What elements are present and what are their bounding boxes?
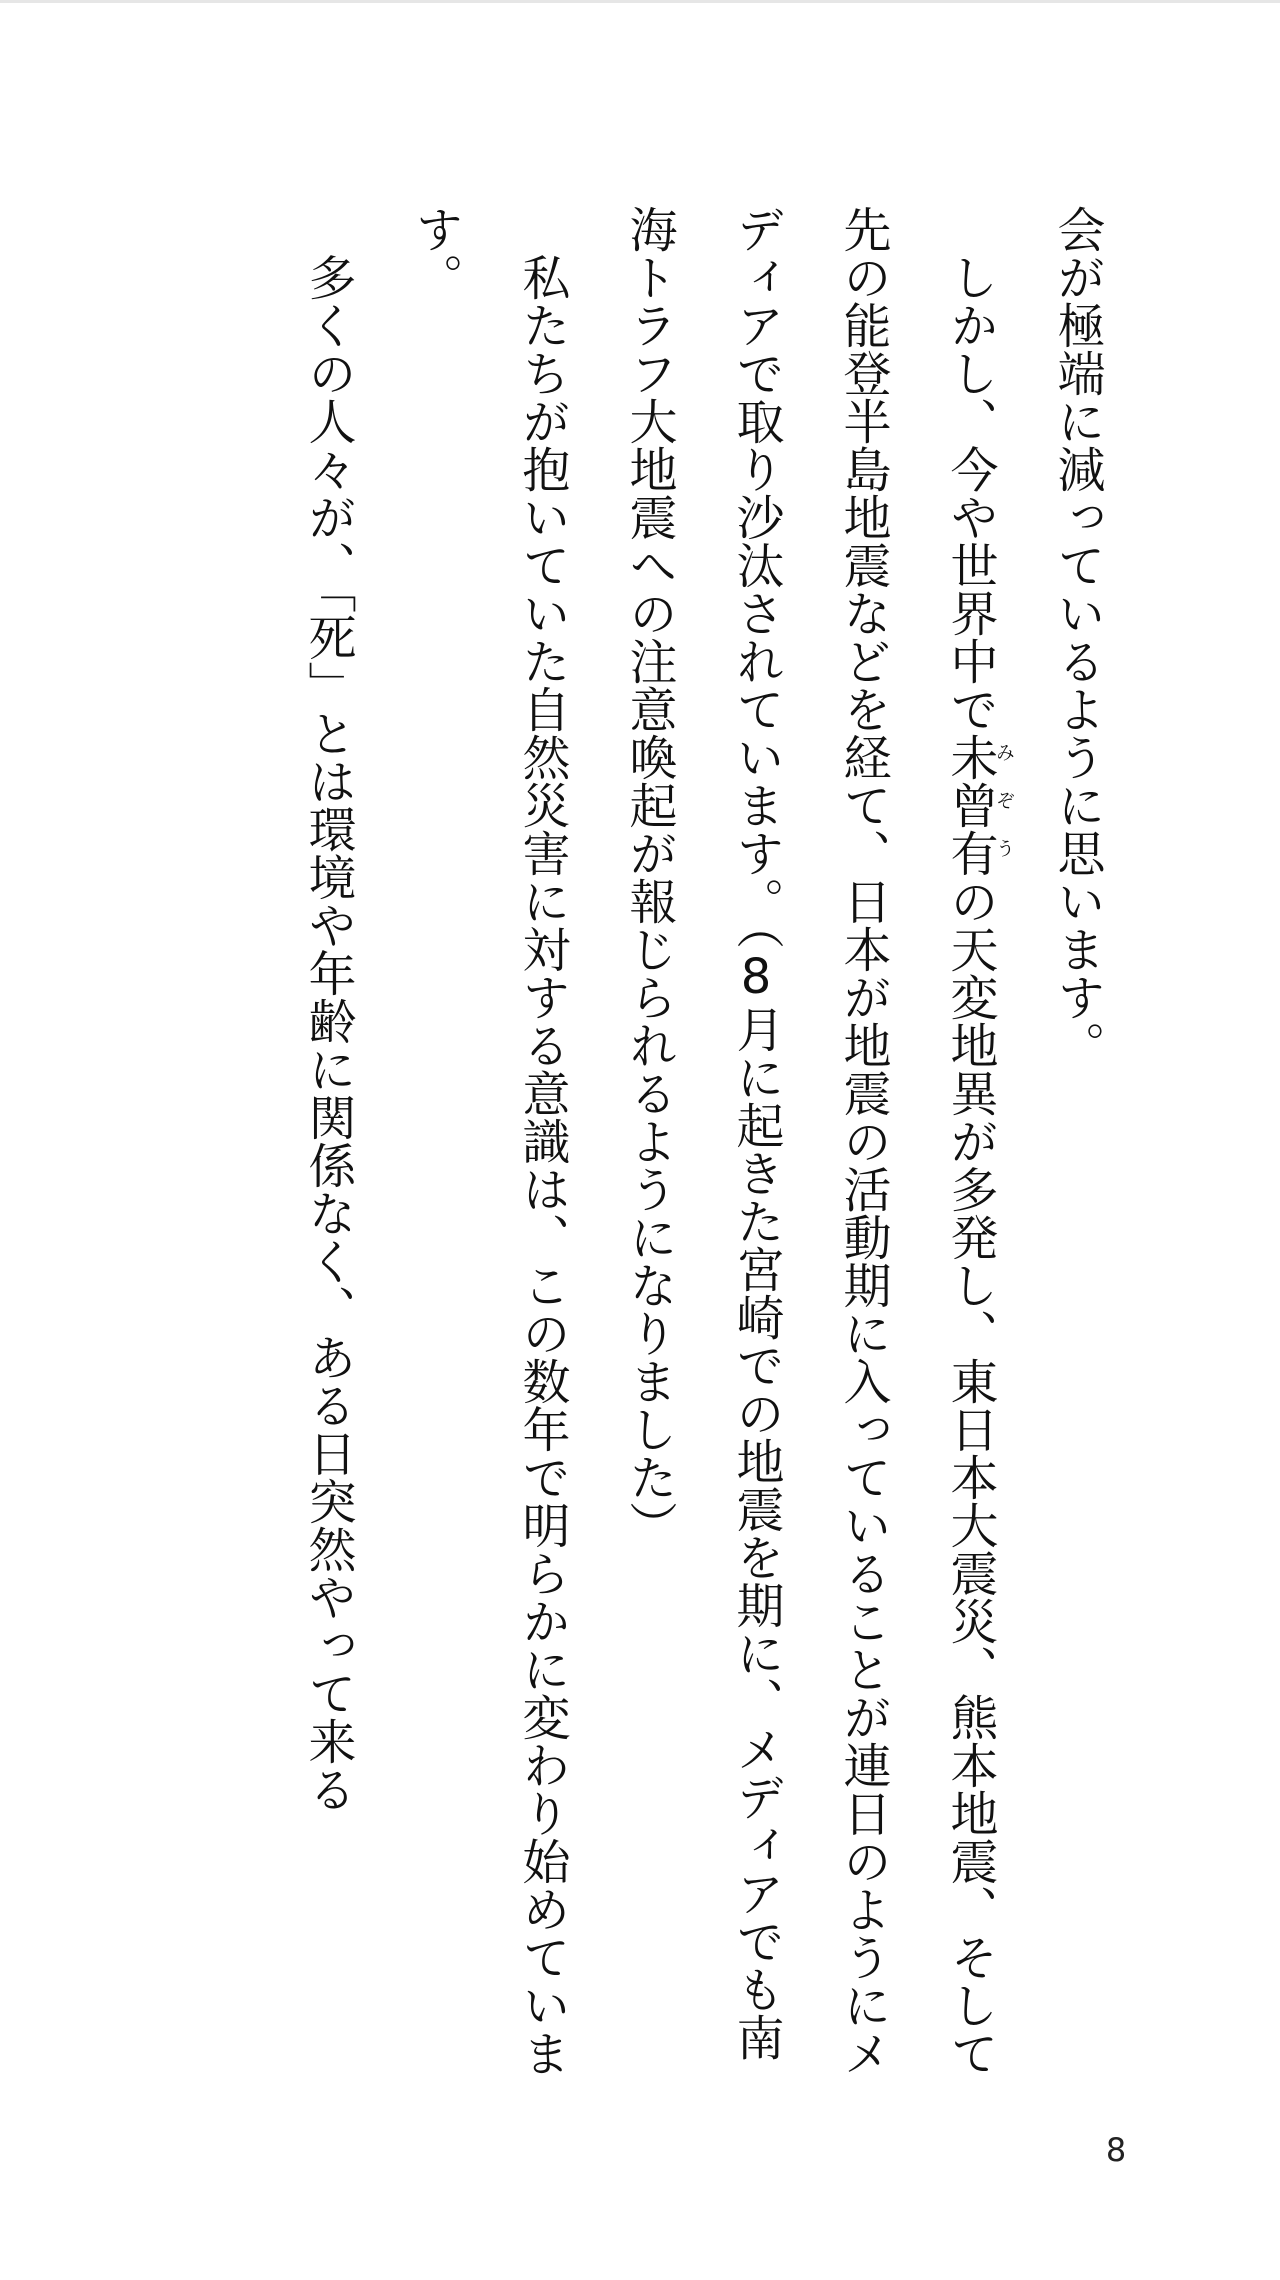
paragraph-continued: 会が極端に減っているように思います。: [1049, 205, 1105, 1069]
paragraph-earthquakes: [595, 205, 1023, 2095]
vertical-text-body: [175, 205, 1130, 2095]
paragraph-awareness: 私たちが抱いていた自然災害に対する意識は、この数年で明らかに変わり始めています。: [407, 205, 570, 2077]
paragraph-death: 多くの人々が、「死」とは環境や年齢に関係なく、ある日突然やって来る: [300, 253, 356, 1813]
page-number: 8: [1105, 2131, 1127, 2169]
ruby-annotation: [942, 733, 1015, 877]
paragraph-text-before-ruby: しかし、今や世界中で: [942, 253, 998, 733]
ruby-base: 未曾有: [942, 733, 998, 877]
paragraph-text-after-ruby: の天変地異が多発し、東日本大震災、熊本地震、そして先の能登半島地震などを経て、日本が地震の活動期に入っていることが連日のようにメディアで取り沙汰されています。（8月に起きた宮崎での地震を期に、メディアでも南海トラフ大地震への注意喚起が報じられるようになりました）: [621, 205, 998, 2077]
ruby-reading: みぞう: [993, 733, 1015, 877]
